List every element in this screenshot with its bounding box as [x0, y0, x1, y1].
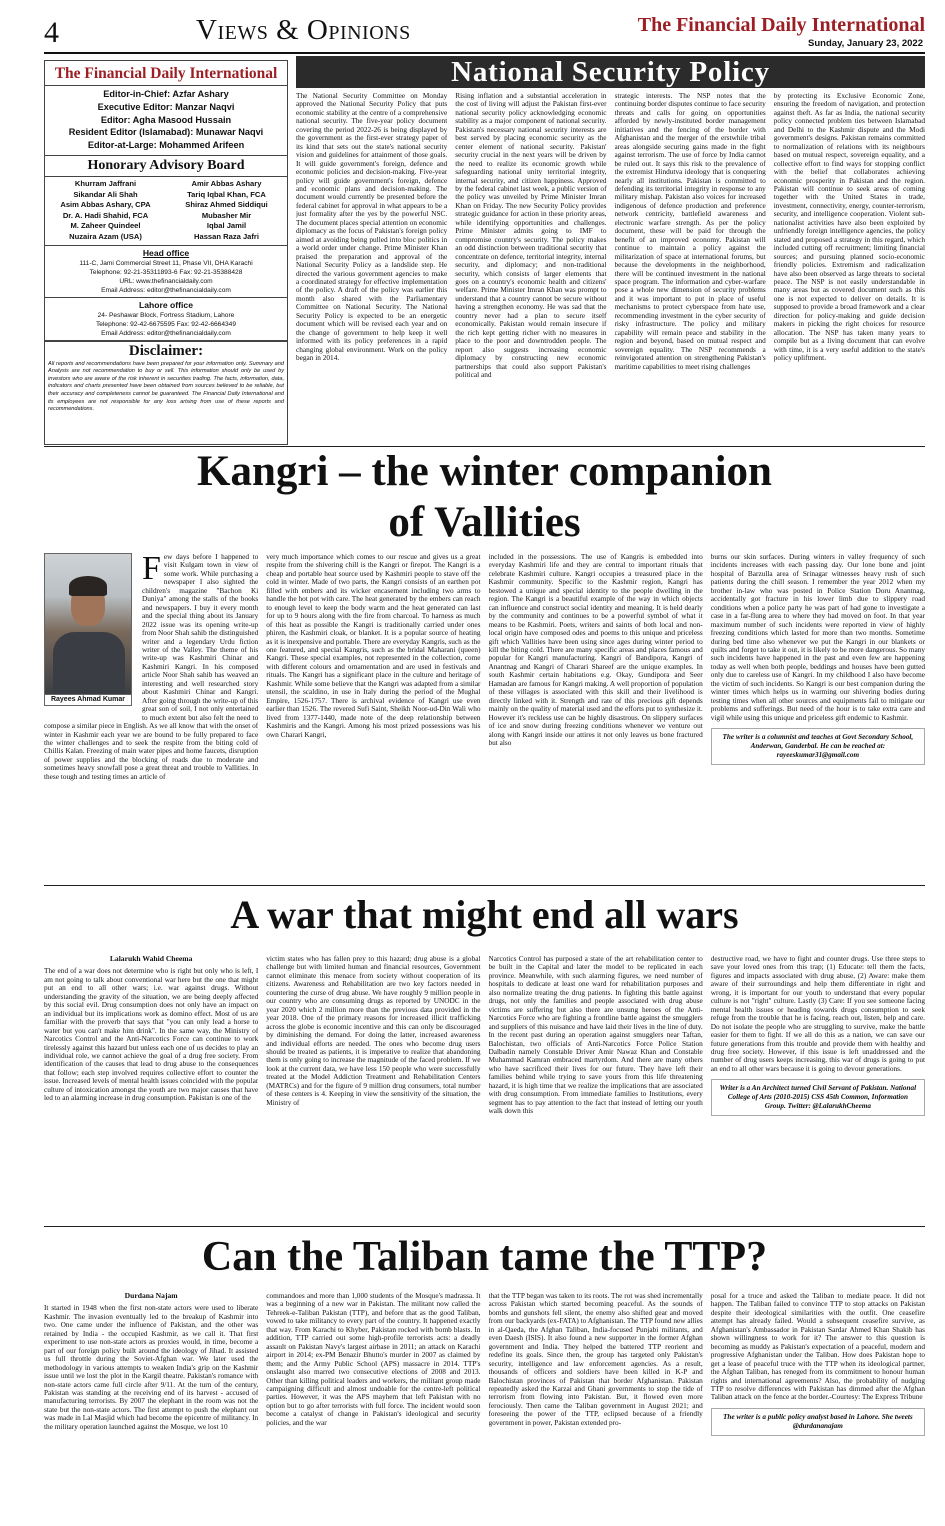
article-column: victim states who has fallen prey to this hazard; drug abuse is a global challenge but with limited human and financial resources, Government cannot eliminate this menace from society without cooperation of its citizens. Awareness and Rehabilitation are two key factors needed in countering the curse of drug abuse. We have roughly 9 million people in our country who are consuming drugs as reported by UNODC in the year 2020 which 2 million more than the previous data provided in the year 2018. One of the primary reasons for increased illicit trafficking across the globe is economic incentive and this can only be discouraged by diminishing the demand. For doing the latter, increased awareness and individual efforts are needed. The ones who become drug users should be treated as patients, it is imperative to realize that abandoning them is only going to increase the magnitude of the faced problem. If we look at the current data, we have less 150 people who were successfully treated at the Model Addiction Treatment and Rehabilitation Centers (MATRCs) and for the figure of 9 million drug consumers, total number of these centers is 4. Keeping in view the sensitivity of the situation, the Ministry of — [266, 955, 481, 1107]
editors-list — [45, 86, 287, 156]
taliban-headline: Can the Taliban tame the TTP? — [201, 1234, 768, 1280]
article-column: Narcotics Control has purposed a state of the art rehabilitation center to be built in the Capital and later the model to be replicated in each province. Meanwhile, with such alarming figures, we need number of hospitals to dedicate at least one ward for rehabilitation purposes and also normalize treating the drug patients. In fighting this battle against drugs, not only the families and people associated with drug abuse victims are suffering but also there are unsung heroes of the Anti-Narcotics Force who are fighting a frontline battle against the smugglers and suppliers of this nuisance and have laid their lives in the line of duty. In the recent past during an operation against smugglers near Taftan, Balochistan, two officials of Anti-Narcotics Force Police Station Dalbadin namely Constable Driver Amir Nawaz Khan and Constable Muhammad Kamran embraced martyrdom. And there are many others who have sacrificed their lives for our future. They have left their families behind while trying to save yours from this life threatening hazard, it is high time that we realize the implications that are associated with drug consumption. From immediate families to Institutions, every segment has to pay attention to the fact that instead of letting our youth walk down this — [488, 955, 703, 1116]
article-column — [44, 1292, 258, 1524]
section-divider — [44, 446, 925, 447]
article-column — [711, 1292, 925, 1524]
portrait-hair — [69, 576, 107, 596]
editor-line: Editor-in-Chief: Azfar Ashary — [103, 89, 229, 99]
section-divider — [44, 1226, 925, 1227]
address-line: 111-C, Jami Commercial Street 11, Phase VII, DHA Karachi — [79, 259, 253, 267]
lahore-office-address — [45, 310, 287, 341]
board-member: Tariq Iqbal Khan, FCA — [187, 189, 266, 199]
head-office-label: Head office — [142, 247, 190, 258]
address-line: 24- Peshawar Block, Fortress Stadium, Lahore — [97, 311, 235, 319]
masthead-title: The Financial Daily International — [45, 61, 287, 86]
advisory-column-left — [45, 179, 166, 243]
article-column: very much importance which comes to our rescue and gives us a great respite from the shivering chill is the Kangri or firepot. The Kangri is a cheap and portable heat source used by Kashmiri people to stave off the cold in winter. Made of two parts, the Kangri consists of an earthen pot filled with embers and its wicker encasement including two arms to handle the hot pot with care. The heat generated by the embers can reach to enough level to keep the body warm and the heat generated can last for up to 9 hours along with the fire from charcoal. To harness as much of this heat as possible the Kangri is traditionally carried under ones phiren, the Kashmiri cloak, or blanket. It is a popular source of heating as it is inexpensive and portable. There are everyday Kangris, such as the one featured, and special Kangris, such as the bridal Maharani (queen) Kangri. These special examples, not represented in the collection, come with different colours and ornamentation and are used in festivals and rituals. The Kangri has a significant place in the culture and heritage of Kashmir. While some believe that the Kangri was adapted from a similar utensil, the scaldino, in use in Italy during the period of the Mughal Empire, 1526-1757. There is archival evidence of Kangri use even earlier than 1526. The revered Sufi Saint, Sheikh Noor-ud-Din Wali who lived from 1377-1440, made note of the deep relationship between Kashmiris and the Kangri. Among his most prized possessions was his own Charari Kangri, — [266, 553, 481, 739]
drop-cap: F — [142, 553, 161, 587]
advisory-column-right — [166, 179, 287, 243]
column-text: It started in 1948 when the first non-state actors were used to liberate Kashmir. The invasion eventually led to the breakup of Kashmir into two. One came under the influence of Pakistan, and the other was retained by India - the occupied Kashmir, as we call it. That first experiment to use non-state actors as proxies would, in time, become a part of our foreign policy built around the ideology of Jihad. It assisted us full throttle during the Soviet-Afghan war. We later used the methodology in various attempts to weaken India's grip on the Kashmir issue until we lost the plot in the Kargil theatre. Pakistan's romance with non-state actors came full circle after 9/11. At the turn of the century, Pakistan was standing at the receiving end of its harvest - accused of manufacturing terrorists. By 2007 the elephant in the room was not the state but the non-state actors. The first attempt to push the elephant out was made in Lal Masjid which had become the epicentre of militancy. In the military operation launched against the Mosque, we lost 10 — [44, 1303, 259, 1431]
editorial-column: by protecting its Exclusive Economic Zone, ensuring the freedom of navigation, and protection against theft. As far as India, the national security policy connected problem ties between Islamabad and Delhi to the Kashmir dispute and the Modi government's designs. Pakistan remains committed to normalization of relations with its neighbours based on mutual respect, sovereign equality, and a collective effort to find ways for stopping conflict with the belief that collaborates achieving economic prosperity in Pakistan and the region. Pakistan will continue to seek areas of coming together with the United States in trade, investment, connectivity, energy, counter-terrorism, security, and intelligence cooperation. Violent sub-nationalist activities have also been exploited by unfriendly foreign intelligence agencies, the policy stated and proposed a strategy in this regard, which included cutting off recruitment; limiting financial sources; and pursuing planned socio-economic friendly policies. Extremism and radicalization have also been observed as large threats to societal peace. The NSP is not easily understandable in many areas but as covered document such as this one is not expected to deliver on details. It is supposed to provide a broad framework and a clear direction for policy-making and guide decision makers in picking the right choices for resource allocation. The NSP has taken many years to compile but as a living document that can evolve with time, it is a very useful addition to the state's policy upliftment. — [773, 92, 925, 363]
editor-line: Resident Editor (Islamabad): Munawar Naqvi — [68, 127, 264, 138]
issue-date: Sunday, January 23, 2022 — [808, 38, 923, 49]
board-member: M. Zaheer Quindeel — [70, 221, 141, 231]
author-bio: The writer is a public policy analyst based in Lahore. She tweets @durdananajam — [711, 1408, 925, 1436]
author-portrait-image — [44, 553, 132, 695]
disclaimer-text: All reports and recommendations have been prepared for your information only. Summary and Analysis are not recommendation to buy or sell. This information should only be used by investors who are aware of the risk inherent in securities trading. The facts, information, data, indicators and charts presented have been obtained from sources believed to be reliable, but their accuracy and completeness cannot be guaranteed. The Financial Daily International and its employees are not responsible for any loss arising from use of these reports and recommendations. — [48, 360, 284, 413]
board-member: Dr. A. Hadi Shahid, FCA — [62, 210, 149, 220]
portrait-shirt — [53, 632, 125, 695]
editorial-column: The National Security Committee on Monday approved the National Security Policy that puts economic stability at the centre of a comprehensive national security. The five-year policy document covering the period 2022-26 is being displayed by the government as the first-ever strategy paper of its kind that sets out the state's national security vision and guidelines for attainment of those goals. It will guide government's foreign, defence and economic policies and decision-making. Five-year policy will guide government's foreign, defence and economic plans and decision-making. The document would currently be presented before the federal cabinet for approval in what appears to be a just formality after the yes by the powerful NSC. The document places special attention on economic diplomacy as the focus of Pakistan's foreign policy aimed at avoiding being pulled into bloc politics in a world order under change. Prime Minister Khan praised the preparation and approval of the National Security Policy as a landslide step. He directed the various government agencies to make a coordinated strategy for effective implementation of the policy. A draft of the policy was earlier this month also shared with the Parliamentary Committee on National Security. The National Security Policy is expected to be an energetic document which will be revised each year and on the change of government to help keep it well informed with its policy preferences in a rapid changing global environment. Work on the policy began in 2014. — [296, 92, 448, 363]
column-text: destructive road, we have to fight and counter drugs. Use three steps to save your loved ones from this trap; (1) Educate: tell them the facts, figures and impacts associated with drug abuse, (2) Aware: make them aware of their surroundings and help them differentiate in right and wrong, it is important for our youth to understand that every popular culture is not "right" culture. Lastly (3) Care: If you see someone facing mental health issues or heading towards drugs consumption to seek refuge from the trouble that he is facing, reach out, listen, help and care. Do not isolate the people who are struggling to survive, make the battle easier for them to fight. If we all do this as a nation, we can save our future generations from this trouble and provide them with healthy and drug free society. However, if this issue is left unaddressed and the number of drug users keeps increasing, this war of drugs is going to put an end to all other wars because it is going to devour generations. — [710, 955, 925, 1073]
paper-name: The Financial Daily International — [637, 14, 925, 36]
advisory-board-title: Honorary Advisory Board — [45, 156, 287, 177]
column-text: burns our skin surfaces. During winters in valley frequency of such incidents increases with each passing day. Our lone bone and joint hospital of Barzulla area of Srinagar witnesses heavy rush of such patients during the chill season. I remember the year 2012 when my brother in-law who was posted in Police Station Doru Anantnag, accidentally got fracture in his lower limb due to slippery road conditions when a police party he was part of had gone to investigate a case in a far-flung area to where they had moved on foot. In that year maximum number of such incidents were reported in view of highly freezing conditions which lasted for more than two months. Sometime during bed time also whenever we put the Kangri in our blankets or quilts and forget to take it out, it is likely to be more dangerous. So many such incidents have happened in the past and even few are happening today as well when both people, beddings and houses have been gutted only due to careless use of Kangri. In my childhood I also have become the victim of such incidents. So Kangri is our best companion during the winter times which helps us in warming our shivering bodies during testing times when all other sources and equipments fail to mitigate our problems and sufferings. But need of the hour is to take extra care and vigil while using this unique and priceless gift endemic to Kashmir. — [710, 553, 925, 722]
column-text: ew days before I happened to visit Kulgam town in view of some work. While purchasing a newspaper I also sighted the children's magazine "Bachon Ki Duniya" among the stalls of the books and newspapers. I buy it every month and the special thing about its January 2022 issue was its opening write-up from Noor Shah sahib the distinguished writer and a legendary Urdu fiction writer of the Valley. The theme of his write-up was Kashmiri Chinar and Kashmiri Kangri. In his composed article Noor Shah sahib has weaved an interesting and well researched story about Kashmiri Chinar and Kangri. After going through the write-up of this great son of soil, I not only entertained to much extent but also felt the need to compose a similar piece in English. As we all know that with the onset of winter in Kashmir each year we are bound to be fully prepared to face the winter challenges and to seek the respite from the biting cold of Chillis Kalan. Freezing of main water pipes and home faucets, disruption of power supplies and the blocking of roads due to moderate and sometimes heavy snowfall pose a great threat and trouble to Vallities. In these tough and testing times an article of — [44, 553, 259, 781]
address-line: URL: www.thefinancialdaily.com — [119, 277, 213, 285]
editor-line: Executive Editor: Manzar Naqvi — [97, 101, 235, 112]
article-column — [711, 955, 925, 1200]
head-office-address — [45, 258, 287, 298]
page-number: 4 — [44, 16, 59, 49]
board-member: Iqbal Jamil — [206, 221, 247, 231]
kangri-headline-line2: of Vallities — [388, 499, 581, 546]
editor-line: Editor-at-Large: Mohammed Arifeen — [87, 140, 245, 151]
article-column — [44, 955, 258, 1200]
author-bio: Writer is a An Architect turned Civil Servant of Pakistan. National College of Arts (2010-2015) CSS 45th Common, Information Group. Twitter: @LalarukhCheema — [711, 1079, 925, 1116]
board-member: Sikandar Ali Shah — [73, 189, 138, 199]
article-column: that the TTP began was taken to its roots. The rot was shed incrementally across Pakistan which started becoming peaceful. As the sounds of bombs and gunshots fell silent, the enemy also shifted gear and moved from our backyards (ex-FATA) to Afghanistan. The TTP found new allies in al-Qaeda, the Afghan Taliban, India-focused Punjabi militants, and even Daesh (ISIS). It also found a new supporter in the former Afghan government and India. They helped the battered TTP reorient and redefine its goals. Since then, the group has targeted only Pakistan's security, intelligence and law enforcement agencies. As a result, thousands of officers and soldiers have been killed in K-P and Balochistan provinces of Pakistan that border Afghanistan. Pakistan repeatedly asked the Karzai and Ghani governments to stop the tide of terrorism from flowing into Pakistan. But, it flowed even more ferociously. Then came the Taliban government in August 2021; and foreseeing the power of the TTP, eclipsed because of a friendly government in power, Pakistan extended pro- — [488, 1292, 703, 1427]
kangri-headline-line1: Kangri – the winter companion — [197, 448, 772, 495]
article-column: commandoes and more than 1,000 students of the Mosque's madrassa. It was a beginning of a new war in Pakistan. The militant now called the Tehreek-e-Taliban Pakistan (TTP), and before that as the good Taliban, vowed to take militancy to every part of the country. It happened exactly that way. From Karachi to Khyber, Pakistan rocked with bomb blasts. In addition, TTP carried out some high-profile terrorists acts: a deadly assault on Pakistan Navy's largest airbase in 2011; an attack on Karachi airport in 2014; ex-PM Benazir Bhutto's murder in 2007 as claimed by them; and the Army Public School (APS) massacre in 2014. TTP's onslaught also marred two consecutive elections of 2008 and 2013. Other than killing political leaders and workers, the militant group made campaigning difficult and almost undoable for the centre-left political parties. However, it was the APS mayhem that left Pakistan with no option but to go after terrorists with full force. The incident would soon become a catalyst of change in Pakistan's ideological and security policies, and the war — [266, 1292, 481, 1427]
column-text: posal for a truce and asked the Taliban to mediate peace. It did not happen. The Taliban failed to convince TTP to stop attacks on Pakistan despite their ideological similarities with the outfit. One ceasefire attempt has already failed. Would a subsequent ceasefire survive, as Afghanistan's Ambassador in Pakistan Sardar Ahmed Khan Shakib has shown willingness to work for it? The answer to this question is becoming as muddy as Pakistan's expectation of a peaceful, modern and progressive Afghanistan under the Taliban. How does Pakistan hope to get a lease of peaceful truce with the TTP when its ideological partner, the Afghan Taliban, has reneged from its commitment to honour human rights and international agreements? Also, the probability of nudging TTP to resolve differences with Pakistan has dimmed after the Afghan Taliban attack on the fence at the border.-Courtesy: The Express Tribune — [710, 1292, 925, 1402]
war-headline: A war that might end all wars — [230, 892, 739, 937]
author-byline: Lalarukh Wahid Cheema — [109, 955, 193, 963]
editorial-column: Rising inflation and a substantial acceleration in the cost of living will adjust the Pakistan first-ever national security policy acknowledging economic stability as a major component of national security. Pakistan's necessary national security interests are best served by placing economic security as the center element of national security. Pakistan' security crucial in the next years will be driven by the need to realize its economic growth while safeguarding national unity territorial integrity, internal security, and citizen happiness. Approved by the federal cabinet last week, a public version of the policy was unveiled by Prime Minister Imran Khan on Friday. The new Security Policy provides strategic guidance for action in these priority areas, while identifying opportunities and challenges. Prime Minister admits going to IMF to compromise country's security. The policy makes an odd distinction between traditional security that concentrate on defence, territorial integrity, internal security, and diplomacy; and non-traditional security, which consists of larger elements that goes on a country's economic health and citizens' welfare. Prime Minister Imran Khan was prompt to understand that a country cannot be secure without having a strengthen economy. He was sad that the country never had a plan to secure itself economically. Pakistan would remain insecure if the rich kept getting richer with no measures in place to the poor and downtrodden people. The report also suggests increasing economic diplomacy by constructing new economic partnerships that could also support Pakistan's political and — [455, 92, 607, 379]
editor-line: Editor: Agha Masood Hussain — [100, 114, 232, 125]
board-member: Shiraz Ahmed Siddiqui — [185, 200, 268, 210]
article-column — [44, 553, 258, 881]
board-member: Khurram Jaffrani — [74, 178, 137, 188]
column-text: The end of a war does not determine who is right but only who is left, I am not going to talk about conventional war here but the one that might put an end to all other wars; i.e. war against drugs. Without understanding the gravity of the situation, we are being deeply affected by this social evil. Drug consumption does not only have an impact on an individual but its implications work as domino effect. Most of us are familiar with the proverb that says that "you can only lead a horse to water but you can't make him drink". In the same way, the Ministry of Narcotics Control and the Anti-Narcotics Force can continue to work tirelessly against this hazard but unless each one of us decides to play an individual role, we cannot achieve the goal of a drug free society. From identification of the causes that lead to drug abuse to the consequences that follow; each step involved requires collective effort to counter the issue. Increased levels of mental health issues coincided with the popular culture of intoxication amongst the youth are two major causes that have led to an alarming increase in drug consumption. Pakistan is one of the — [44, 966, 259, 1103]
section-title: Views & Opinions — [196, 14, 411, 46]
author-photo — [44, 553, 136, 715]
board-member: Hassan Raza Jafri — [193, 231, 259, 241]
author-byline: Durdana Najam — [124, 1292, 178, 1300]
photo-caption: Rayees Ahmad Kumar — [44, 695, 132, 706]
editorial-title: National Security Policy — [296, 56, 925, 88]
article-column: included in the possessions. The use of Kangris is embedded into everyday Kashmiri life and they are central to important rituals that celebrate Kashmiri culture. Kangri occupies a treasured place in the Kashmir community. Specific to the Kashmir region, Kangri has bestowed a unique and special identity to the people dwelling in the region. The Kangri is a beautiful example of the way in which objects can influence and construct social identity and meaning. It is held dearly by the community and continues to be a powerful symbol of what it means to be Kashmiri. Poets, writers and saints of both local and non-local origin have composed odes and poems to this unique and priceless gift which Vallities have been using since ages during winter period to kill the biting cold. There are many specific areas and places famous and popular for Kangri manufacturing. Kangri of Bandipora, Kangri of Anantnag and Kangri of Charari Shareef are the unique examples. In south Kashmir certain habitations e.g. Okay, Gundipora and Seer Hamadan are famous for Kangri making. A well proportion of population of these villages is associated with this skill and their livelihood is directly linked with it. Strength and rate of this precious gift depends mainly on the quality of material used and the efforts put to synthesize it. However it's reckless use can be highly disastrous. On slippery surfaces of ice and snow during freezing conditions whenever we venture out along with Kangri inside our attires it not only leaves us bone fractured but also — [488, 553, 703, 747]
section-divider — [44, 885, 925, 886]
board-member: Nuzaira Azam (USA) — [69, 231, 142, 241]
address-line: Telephone: 92-21-35311893-6 Fax: 92-21-35388428 — [89, 268, 243, 276]
lahore-office-label: Lahore office — [139, 299, 193, 310]
board-member: Mubasher Mir — [201, 210, 252, 220]
address-line: Email Address: editor@thefinancialdaily.com — [101, 329, 231, 337]
author-bio: The writer is a columnist and teaches at Govt Secondary School, Anderwan, Ganderbal. He can be reached at: rayeeskumar31@gmail.com — [711, 728, 925, 765]
address-line: Telephone: 92-42-6675595 Fax: 92-42-6664349 — [95, 320, 237, 328]
header-rule — [44, 52, 925, 54]
board-member: Amir Abbas Ashary — [191, 178, 262, 188]
kangri-article — [44, 553, 925, 881]
advisory-board-members — [45, 177, 287, 246]
editorial-columns — [296, 92, 925, 442]
war-article — [44, 955, 925, 1200]
board-member: Asim Abbas Ashary, CPA — [60, 200, 151, 210]
address-line: Email Address: editor@thefinancialdaily.com — [101, 286, 231, 294]
editorial-column: strategic interests. The NSP notes that the continuing border disputes continue to face security threats and calls for going on opportunities afforded by newly-instituted border management initiatives and the fencing of the border with Afghanistan and the merger of the erstwhile tribal areas alongside securing gains made in the fight against terrorism. The use of force by India cannot be ruled out. It says this risk to the prevalence of the extremist Hindutva ideology that is conquering nearly all institutions. Pakistan is committed to defending its territorial integrity in response to any military mishap. Pakistan also voices for increased indigenous of defence production and preference network centricity, battlefield awareness and electronic warfare strength. As per the policy document, these will be paid for through the benefit of an improved economy. Pakistan will continue to maintain a policy against the militarization of space at international forums, but because the developments in the neighborhood, there will be continued investment in the national space program. The information and cyber-warfare pose a whole new dimension of security problems and it was important to put in place of useful mechanisms to protect cyberspace from hate use, recommending investment in the cyber security of risky infrastructure. The policy and military capability will remain peace and stability in the region and beyond, based on mutual respect and sovereign equality. The NSP recommends a reinvigorated attention on strengthening Pakistan's maritime capabilities to meet rising challenges — [614, 92, 766, 371]
masthead-box — [44, 60, 288, 445]
taliban-article — [44, 1292, 925, 1524]
article-column — [711, 553, 925, 881]
disclaimer-title: Disclaimer: — [45, 341, 287, 360]
